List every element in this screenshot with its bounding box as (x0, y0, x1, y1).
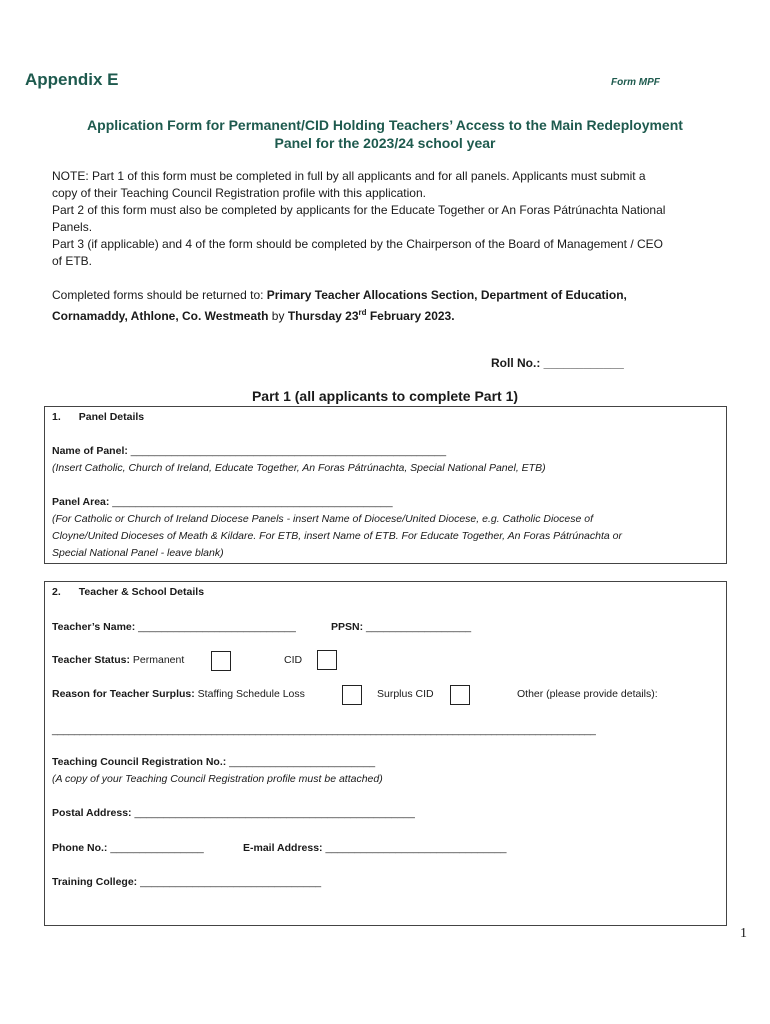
status-permanent-label: Permanent (130, 654, 185, 666)
panel-details-heading (52, 409, 144, 426)
panel-name-label: Name of Panel: (52, 445, 128, 457)
return-date-suffix: rd (358, 308, 367, 317)
email-field[interactable] (243, 840, 507, 857)
panel-details-section (44, 406, 727, 564)
panel-area-hint: (For Catholic or Church of Ireland Diocese Panels - insert Name of Diocese/United Diocese, e.g. Catholic Diocese of (52, 513, 593, 525)
ppsn-line[interactable]: __________________ (363, 621, 472, 633)
note-line: of ETB. (52, 254, 93, 268)
roll-no-field[interactable]: Roll No.: ____________ (491, 356, 624, 370)
panel-area-hint: Special National Panel - leave blank) (52, 547, 224, 559)
return-address-line2: Cornamaddy, Athlone, Co. Westmeath (52, 309, 269, 323)
ppsn-label: PPSN: (331, 621, 364, 633)
email-line[interactable]: _______________________________ (322, 842, 507, 854)
page-number: 1 (740, 926, 747, 941)
part1-heading: Part 1 (all applicants to complete Part 1) (251, 388, 519, 404)
return-address: Primary Teacher Allocations Section, Department of Education, (266, 288, 627, 302)
appendix-title: Appendix E (25, 70, 119, 89)
form-code: Form MPF (611, 77, 660, 88)
phone-line[interactable]: ________________ (107, 842, 204, 854)
form-title-line2: Panel for the 2023/24 school year (274, 135, 496, 151)
teacher-name-field[interactable] (52, 619, 296, 636)
panel-area-line[interactable]: ________________________________________________ (109, 496, 393, 508)
section-title: Teacher & School Details (78, 586, 205, 598)
training-college-field[interactable] (52, 874, 321, 891)
tc-registration-line[interactable]: _________________________ (226, 756, 376, 768)
teacher-school-section (44, 581, 727, 926)
postal-address-label: Postal Address: (52, 807, 132, 819)
teacher-name-line[interactable]: ___________________________ (135, 621, 296, 633)
surplus-cid-checkbox[interactable] (450, 685, 470, 705)
return-prefix: Completed forms should be returned to: (52, 288, 267, 302)
phone-label: Phone No.: (52, 842, 108, 854)
staffing-loss-checkbox[interactable] (342, 685, 362, 705)
reason-other-label: Other (please provide details): (517, 688, 658, 700)
panel-name-hint: (Insert Catholic, Church of Ireland, Educate Together, An Foras Pátrúnachta, Special National Panel, ETB) (52, 462, 546, 474)
status-label: Teacher Status: (52, 654, 130, 666)
section-title: Panel Details (78, 411, 145, 423)
postal-address-line[interactable]: ________________________________________________ (131, 807, 415, 819)
panel-area-hint: Cloyne/United Dioceses of Meath & Kildare. For ETB, insert Name of ETB. For Educate Together, An Foras Pátrúnachta or (52, 530, 622, 542)
panel-name-field[interactable] (52, 443, 446, 460)
return-date-rest: February 2023. (366, 309, 455, 323)
postal-address-field[interactable] (52, 805, 415, 822)
teacher-status-row (52, 652, 184, 669)
return-by: by (268, 309, 288, 323)
note-line: Panels. (52, 220, 93, 234)
email-label: E-mail Address: (243, 842, 323, 854)
reason-staffing-label: Staffing Schedule Loss (194, 688, 305, 700)
form-title-line1: Application Form for Permanent/CID Holding Teachers’ Access to the Main Redeployment (87, 117, 683, 133)
training-college-line[interactable]: _______________________________ (137, 876, 322, 888)
note-paragraph (52, 168, 732, 270)
panel-name-line[interactable]: ______________________________________________________ (127, 445, 447, 457)
phone-field[interactable] (52, 840, 204, 857)
panel-area-field[interactable] (52, 494, 393, 511)
surplus-reason-row (52, 686, 305, 703)
teacher-details-heading (52, 584, 204, 601)
tc-registration-hint: (A copy of your Teaching Council Registration profile must be attached) (52, 773, 383, 785)
ppsn-field[interactable] (331, 619, 471, 636)
tc-registration-label: Teaching Council Registration No.: (52, 756, 227, 768)
section-number: 2. (52, 586, 61, 598)
status-cid-label: CID (284, 654, 303, 666)
reason-label: Reason for Teacher Surplus: (52, 688, 195, 700)
training-college-label: Training College: (52, 876, 138, 888)
section-number: 1. (52, 411, 61, 423)
tc-registration-field[interactable] (52, 754, 375, 771)
reason-surplus-cid-label: Surplus CID (377, 688, 434, 700)
form-title (40, 116, 730, 152)
return-date: Thursday 23 (287, 309, 359, 323)
permanent-checkbox[interactable] (211, 651, 231, 671)
cid-checkbox[interactable] (317, 650, 337, 670)
note-line: NOTE: Part 1 of this form must be completed in full by all applicants and for all panels. Applicants must submit a (52, 169, 646, 183)
return-instructions (52, 287, 732, 325)
note-line: Part 2 of this form must also be completed by applicants for the Educate Together or An Foras Pátrúnachta National (52, 203, 666, 217)
note-line: copy of their Teaching Council Registration profile with this application. (52, 186, 426, 200)
teacher-name-label: Teacher’s Name: (52, 621, 136, 633)
note-line: Part 3 (if applicable) and 4 of the form should be completed by the Chairperson of the Board of Management / CEO (52, 237, 664, 251)
panel-area-label: Panel Area: (52, 496, 110, 508)
other-details-line[interactable]: ___________________________________________________________________________________________________ (52, 724, 596, 736)
